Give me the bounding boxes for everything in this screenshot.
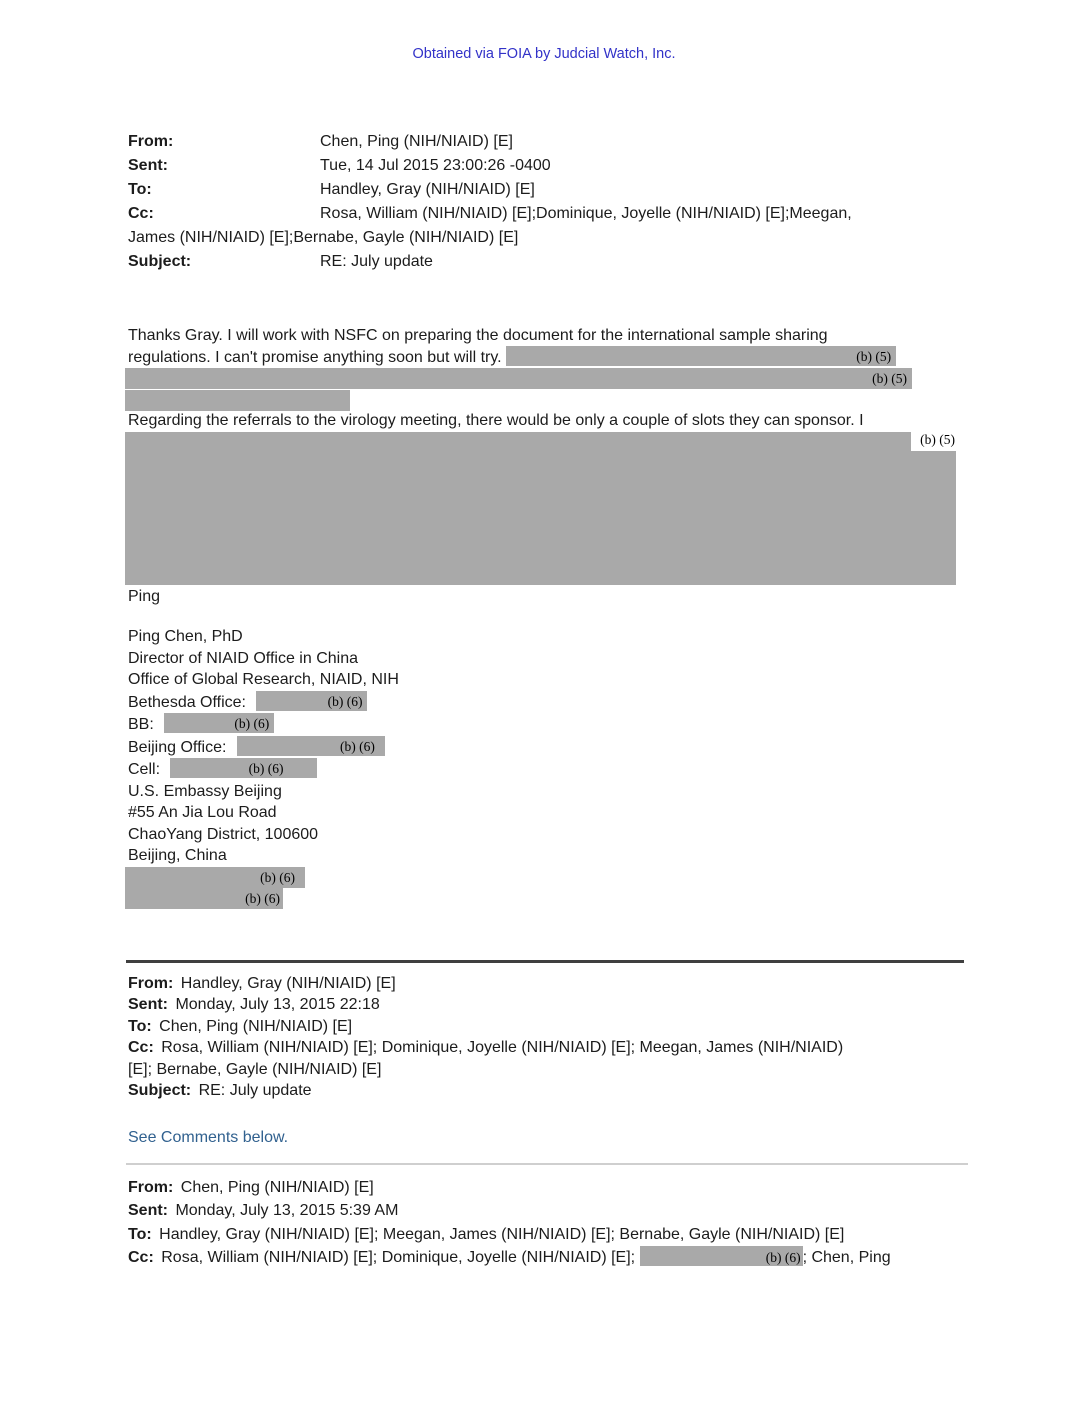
signature-title: Director of NIAID Office in China bbox=[128, 649, 359, 667]
sent-label: Sent: bbox=[128, 996, 168, 1014]
signature-address-line: Beijing, China bbox=[128, 847, 227, 864]
redaction-block bbox=[125, 432, 956, 585]
to-value: Chen, Ping (NIH/NIAID) [E] bbox=[159, 1017, 353, 1035]
bethesda-office-label: Bethesda Office: bbox=[128, 693, 246, 711]
signature-address-line: U.S. Embassy Beijing bbox=[128, 782, 282, 800]
redaction-bar bbox=[170, 758, 317, 778]
signature-address-line: #55 An Jia Lou Road bbox=[128, 804, 277, 821]
cc-label: Cc: bbox=[128, 1248, 154, 1266]
redaction-exemption-label: (b) (6) bbox=[245, 891, 280, 906]
header-row-to bbox=[128, 1223, 974, 1246]
header-row-subject bbox=[128, 1080, 974, 1101]
beijing-office-label: Beijing Office: bbox=[128, 738, 227, 756]
divider-thin bbox=[126, 1163, 968, 1165]
header-row-cc bbox=[128, 1037, 974, 1058]
redaction-exemption-label: (b) (6) bbox=[248, 761, 284, 776]
signature-bethesda bbox=[128, 691, 974, 714]
header-row-from bbox=[128, 130, 974, 154]
header-row-to bbox=[128, 178, 974, 202]
redaction-bar bbox=[237, 736, 385, 756]
sent-value: Monday, July 13, 2015 22:18 bbox=[175, 996, 380, 1014]
to-label: To: bbox=[128, 181, 152, 198]
quoted-email-header-3 bbox=[128, 1176, 974, 1269]
cc-value-pre: Rosa, William (NIH/NIAID) [E]; Dominique, Joyelle (NIH/NIAID) [E]; bbox=[161, 1248, 636, 1266]
redaction-bar bbox=[125, 390, 350, 411]
redaction-bar bbox=[256, 691, 367, 711]
signature-block bbox=[128, 626, 974, 910]
closing-name: Ping bbox=[128, 588, 161, 605]
cell-label: Cell: bbox=[128, 761, 161, 778]
bb-label: BB: bbox=[128, 716, 154, 733]
cc-value-line1: Rosa, William (NIH/NIAID) [E]; Dominique, Joyelle (NIH/NIAID) [E]; Meegan, James (NIH/NIAID) bbox=[161, 1039, 844, 1057]
redaction-line bbox=[128, 390, 974, 411]
redaction-bar bbox=[125, 888, 283, 909]
redaction-exemption-label: (b) (6) bbox=[765, 1249, 801, 1265]
cc-value-line2: James (NIH/NIAID) [E];Bernabe, Gayle (NIH/NIAID) [E] bbox=[128, 229, 519, 246]
subject-value: RE: July update bbox=[198, 1082, 312, 1100]
from-value: Handley, Gray (NIH/NIAID) [E] bbox=[180, 975, 396, 992]
redaction-line bbox=[128, 888, 974, 910]
header-row-subject bbox=[128, 250, 974, 274]
redaction-line bbox=[128, 867, 974, 889]
redaction-exemption-label: (b) (6) bbox=[327, 693, 363, 709]
header-row-sent bbox=[128, 1199, 974, 1222]
redaction-bar bbox=[125, 368, 912, 389]
redaction-bar bbox=[506, 346, 896, 366]
paragraph-line bbox=[128, 346, 974, 368]
cc-value-line1: Rosa, William (NIH/NIAID) [E];Dominique, Joyelle (NIH/NIAID) [E];Meegan, bbox=[320, 205, 852, 222]
body-paragraph-1 bbox=[128, 325, 974, 411]
from-value: Chen, Ping (NIH/NIAID) [E] bbox=[180, 1179, 374, 1196]
sent-value: Monday, July 13, 2015 5:39 AM bbox=[175, 1202, 399, 1220]
redaction-line bbox=[128, 368, 974, 389]
subject-value: RE: July update bbox=[320, 253, 433, 270]
subject-label: Subject: bbox=[128, 253, 192, 270]
to-label: To: bbox=[128, 1225, 152, 1243]
to-value: Handley, Gray (NIH/NIAID) [E] bbox=[320, 181, 535, 198]
header-row-from bbox=[128, 973, 974, 994]
from-value: Chen, Ping (NIH/NIAID) [E] bbox=[320, 133, 513, 150]
redaction-exemption-label: (b) (5) bbox=[872, 371, 907, 387]
cc-value-line2: [E]; Bernabe, Gayle (NIH/NIAID) [E] bbox=[128, 1060, 382, 1078]
redaction-exemption-label: (b) (6) bbox=[234, 716, 270, 731]
redaction-bar bbox=[125, 867, 305, 888]
paragraph-line: Thanks Gray. I will work with NSFC on preparing the document for the international sample sharing bbox=[128, 327, 828, 344]
sent-value: Tue, 14 Jul 2015 23:00:26 -0400 bbox=[320, 157, 551, 174]
subject-label: Subject: bbox=[128, 1082, 192, 1100]
redaction-exemption-label: (b) (6) bbox=[260, 869, 295, 885]
quoted-email-header-2 bbox=[128, 973, 974, 1101]
signature-address-line: ChaoYang District, 100600 bbox=[128, 825, 319, 843]
header-row-sent bbox=[128, 994, 974, 1015]
to-value: Handley, Gray (NIH/NIAID) [E]; Meegan, James (NIH/NIAID) [E]; Bernabe, Gayle (NIH/NIAID) [E] bbox=[159, 1225, 845, 1243]
cc-label: Cc: bbox=[128, 1039, 154, 1057]
signature-beijing-office bbox=[128, 736, 974, 759]
closing bbox=[128, 586, 974, 607]
paragraph-line: Regarding the referrals to the virology meeting, there would be only a couple of slots they can sponsor. I bbox=[128, 412, 864, 429]
signature-cell bbox=[128, 758, 974, 781]
header-row-sent bbox=[128, 154, 974, 178]
redaction-exemption-label: (b) (5) bbox=[856, 349, 892, 365]
sent-label: Sent: bbox=[128, 1202, 168, 1220]
body-paragraph-2 bbox=[128, 410, 974, 585]
redaction-exemption-label: (b) (5) bbox=[911, 432, 956, 451]
signature-bb bbox=[128, 713, 974, 736]
redaction-bar bbox=[640, 1246, 803, 1266]
from-label: From: bbox=[128, 1179, 174, 1196]
signature-org: Office of Global Research, NIAID, NIH bbox=[128, 671, 399, 688]
cc-value-post: ; Chen, Ping bbox=[802, 1248, 891, 1266]
from-label: From: bbox=[128, 975, 174, 992]
foia-watermark: Obtained via FOIA by Judcial Watch, Inc. bbox=[412, 46, 676, 62]
header-row-from bbox=[128, 1176, 974, 1199]
signature-name: Ping Chen, PhD bbox=[128, 628, 243, 645]
from-label: From: bbox=[128, 133, 174, 150]
divider-thick bbox=[126, 960, 964, 963]
redaction-exemption-label: (b) (6) bbox=[340, 738, 375, 754]
to-label: To: bbox=[128, 1017, 152, 1035]
header-row-cc bbox=[128, 1246, 974, 1269]
header-row-to bbox=[128, 1016, 974, 1037]
sent-label: Sent: bbox=[128, 157, 168, 174]
email-header-top bbox=[128, 130, 974, 274]
paragraph-text: regulations. I can't promise anything soon but will try. bbox=[128, 349, 502, 367]
header-row-cc bbox=[128, 202, 974, 226]
comment-note-text: See Comments below. bbox=[128, 1129, 289, 1146]
cc-label: Cc: bbox=[128, 205, 154, 222]
comment-note bbox=[128, 1127, 974, 1148]
redaction-bar bbox=[164, 713, 274, 733]
